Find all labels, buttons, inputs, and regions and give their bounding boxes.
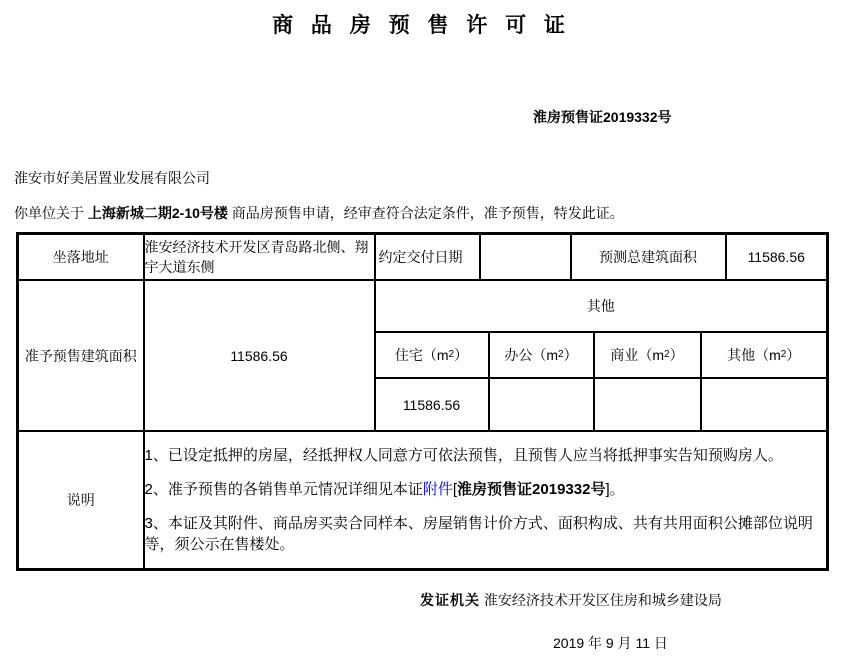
issuer-value: 淮安经济技术开发区住房和城乡建设局 <box>480 591 722 608</box>
note-2-text: 2、准予预售的各销售单元情况详细见本证 <box>144 480 423 498</box>
unit-header-text: 住宅（m <box>394 347 449 363</box>
table-row <box>18 431 828 569</box>
unit-value-residential: 11586.56 <box>402 396 461 413</box>
total-area-label: 预测总建筑面积 <box>570 235 725 279</box>
unit-header-commercial: 商业（m 2 ） <box>593 333 700 377</box>
unit-value-other <box>700 379 827 430</box>
company-name: 淮安市好美居置业发展有限公司 <box>14 170 210 186</box>
issuer-line <box>420 591 843 610</box>
note-2-bracket-open: [ <box>452 480 458 498</box>
row1-right-section <box>375 234 828 281</box>
unit-header-office: 办公（m 2 ） <box>488 333 593 377</box>
unit-header-text: 商业（m <box>610 347 665 363</box>
delivery-date-label: 约定交付日期 <box>378 249 463 265</box>
unit-header-text: ） <box>563 347 578 363</box>
address-value-cell: 淮安经济技术开发区青岛路北侧、翔宇大道东侧 <box>144 234 375 281</box>
unit-value-row <box>376 379 827 430</box>
presale-table <box>16 232 829 571</box>
page-title: 商 品 房 预 售 许 可 证 <box>272 14 571 37</box>
table-row <box>18 280 828 431</box>
unit-header-text: ） <box>786 347 801 363</box>
attachment-link[interactable]: 附件 <box>422 480 453 498</box>
delivery-date-value <box>479 235 570 279</box>
note-2-bracket-close: ]。 <box>605 480 625 498</box>
approved-area-value: 11586.56 <box>144 280 375 431</box>
unit-header-text: 其他（m <box>727 347 781 363</box>
unit-header-residential: 住宅（m 2 ） <box>394 347 469 363</box>
approved-area-label: 准予预售建筑面积 <box>18 280 144 431</box>
approved-right-section <box>375 280 828 431</box>
statement-suffix: 商品房预售申请，经审查符合法定条件，准予预售，特发此证。 <box>227 205 624 221</box>
unit-header-other: 其他（m 2 ） <box>700 333 827 377</box>
notes-label-cell: 说明 <box>18 431 144 569</box>
note-item-3: 3、本证及其附件、商品房买卖合同样本、房屋销售计价方式、面积构成、共有共用面积公摊部位说明等，须公示在售楼处。 <box>144 514 813 553</box>
project-name: 上海新城二期2-10号楼 <box>87 205 228 221</box>
issue-date: 2019 年 9 月 11 日 <box>553 634 668 651</box>
table-row <box>18 234 828 281</box>
issuer-label: 发证机关 <box>420 591 480 608</box>
unit-value-commercial <box>593 379 700 430</box>
unit-header-row <box>376 333 827 379</box>
note-item-2 <box>145 479 827 500</box>
total-area-value: 11586.56 <box>725 235 827 279</box>
other-header-cell: 其他 <box>376 281 827 333</box>
unit-header-text: ） <box>669 347 684 363</box>
note-item-1: 1、已设定抵押的房屋，经抵押权人同意方可依法预售，且预售人应当将抵押事实告知预购房人。 <box>144 446 783 464</box>
row1-grid <box>376 235 827 279</box>
statement-line <box>14 204 843 223</box>
approved-grid <box>376 281 827 430</box>
address-label-cell: 坐落地址 <box>18 234 144 281</box>
unit-value-office <box>488 379 593 430</box>
notes-cell <box>144 431 828 569</box>
unit-header-text: 办公（m <box>504 347 559 363</box>
statement-prefix: 你单位关于 <box>14 205 88 221</box>
note-2-permit-number: 淮房预售证2019332号 <box>457 480 606 498</box>
unit-header-text: ） <box>454 347 469 363</box>
permit-number: 淮房预售证2019332号 <box>533 109 672 125</box>
